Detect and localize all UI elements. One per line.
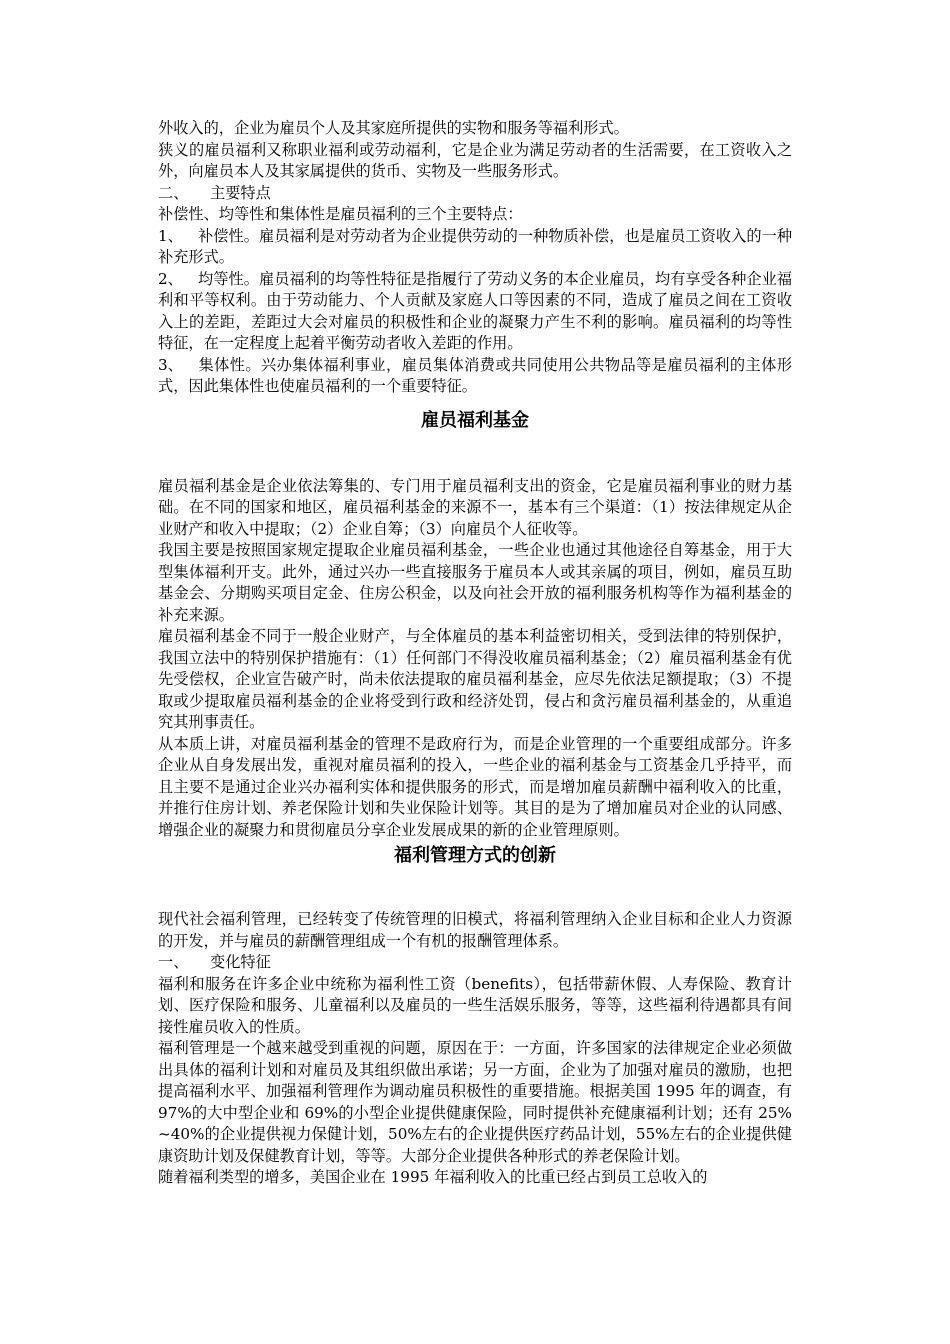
intro-line-2: 狭义的雇员福利又称职业福利或劳动福利，它是企业为满足劳动者的生活需要，在工资收入之外，向雇员本人及其家属提供的货币、实物及一些服务形式。 <box>158 140 792 180</box>
innovation-paragraph: 福利管理是一个越来越受到重视的问题，原因在于：一方面，许多国家的法律规定企业必须做出具体的福利计划和对雇员及其组织做出承诺；另一方面，企业为了加强对雇员的激励，也把提高福利水平、加强福利管理作为调动雇员积极性的重要措施。根据美国 1995 年的调查，有 97%的大中型企业和 69%的小型企业提供健康保险，同时提供补充健康福利计划；还有 25%~40%的企业提供视力保健计划，50%左右的企业提供医疗药品计划，55%左右的企业提供健康资助计划及保健教育计划，等等。大部分企业提供各种形式的养老保险计划。 <box>158 1039 792 1165</box>
feature-item-2 <box>158 269 792 355</box>
features-section-number: 二、 <box>158 183 189 202</box>
fund-heading: 雇员福利基金 <box>421 409 529 431</box>
innovation-paragraph: 随着福利类型的增多，美国企业在 1995 年福利收入的比重已经占到员工总收入的 <box>158 1168 708 1186</box>
fund-paragraph: 雇员福利基金是企业依法筹集的、专门用于雇员福利支出的资金，它是雇员福利事业的财力基础。在不同的国家和地区，雇员福利基金的来源不一，基本有三个渠道：（1）按法律规定从企业财产和收入中提取；（2）企业自筹；（3）向雇员个人征收等。 <box>158 476 792 538</box>
feature-item-number: 2、 <box>158 269 183 288</box>
document-page <box>158 118 792 1189</box>
features-section-title <box>158 183 792 205</box>
features-summary: 补偿性、均等性和集体性是雇员福利的三个主要特点： <box>158 205 523 223</box>
feature-item-number: 3、 <box>158 355 183 374</box>
feature-item-3 <box>158 355 792 398</box>
features-section-label: 主要特点 <box>210 183 271 202</box>
feature-item-number: 1、 <box>158 226 183 245</box>
feature-item-text: 均等性。雇员福利的均等性特征是指履行了劳动义务的本企业雇员，均有享受各种企业福利和平等权利。由于劳动能力、个人贡献及家庭人口等因素的不同，造成了雇员之间在工资收入上的差距，差距过大会对雇员的积极性和企业的凝聚力产生不利的影响。雇员福利的均等性特征，在一定程度上起着平衡劳动者收入差距的作用。 <box>158 269 792 352</box>
intro-line-1: 外收入的，企业为雇员个人及其家庭所提供的实物和服务等福利形式。 <box>158 119 629 137</box>
innovation-subsection-number: 一、 <box>158 953 189 971</box>
innovation-paragraph: 福利和服务在许多企业中统称为福利性工资（benefits），包括带薪休假、人寿保险、教育计划、医疗保险和服务、儿童福利以及雇员的一些生活娱乐服务，等等，这些福利待遇都具有间接性雇员收入的性质。 <box>158 974 792 1036</box>
fund-paragraph: 我国主要是按照国家规定提取企业雇员福利基金，一些企业也通过其他途径自筹基金，用于大型集体福利开支。此外，通过兴办一些直接服务于雇员本人或其亲属的项目，例如，雇员互助基金会、分期购买项目定金、住房公积金，以及向社会开放的福利服务机构等作为福利基金的补充来源。 <box>158 541 792 624</box>
feature-item-text: 补偿性。雇员福利是对劳动者为企业提供劳动的一种物质补偿，也是雇员工资收入的一种补充形式。 <box>158 226 792 266</box>
innovation-subsection-label: 变化特征 <box>210 953 271 971</box>
feature-item-1 <box>158 226 792 269</box>
innovation-subsection-title <box>158 952 792 974</box>
fund-paragraph: 雇员福利基金不同于一般企业财产，与全体雇员的基本利益密切相关，受到法律的特别保护，我国立法中的特别保护措施有：（1）任何部门不得没收雇员福利基金；（2）雇员福利基金有优先受偿权，企业宣告破产时，尚未依法提取的雇员福利基金，应尽先依法足额提取；（3）不提取或少提取雇员福利基金的企业将受到行政和经济处罚，侵占和贪污雇员福利基金的，从重追究其刑事责任。 <box>158 627 792 731</box>
fund-paragraph: 从本质上讲，对雇员福利基金的管理不是政府行为，而是企业管理的一个重要组成部分。许多企业从自身发展出发，重视对雇员福利的投入，一些企业的福利基金与工资基金几乎持平，而且主要不是通过企业兴办福利实体和提供服务的形式，而是增加雇员薪酬中福利收入的比重，并推行住房计划、养老保险计划和失业保险计划等。其目的是为了增加雇员对企业的认同感、增强企业的凝聚力和贯彻雇员分享企业发展成果的新的企业管理原则。 <box>158 734 792 839</box>
innovation-intro: 现代社会福利管理，已经转变了传统管理的旧模式，将福利管理纳入企业目标和企业人力资源的开发，并与雇员的薪酬管理组成一个有机的报酬管理体系。 <box>158 910 792 950</box>
innovation-heading: 福利管理方式的创新 <box>394 845 556 866</box>
feature-item-text: 集体性。兴办集体福利事业，雇员集体消费或共同使用公共物品等是雇员福利的主体形式，因此集体性也使雇员福利的一个重要特征。 <box>158 355 792 395</box>
